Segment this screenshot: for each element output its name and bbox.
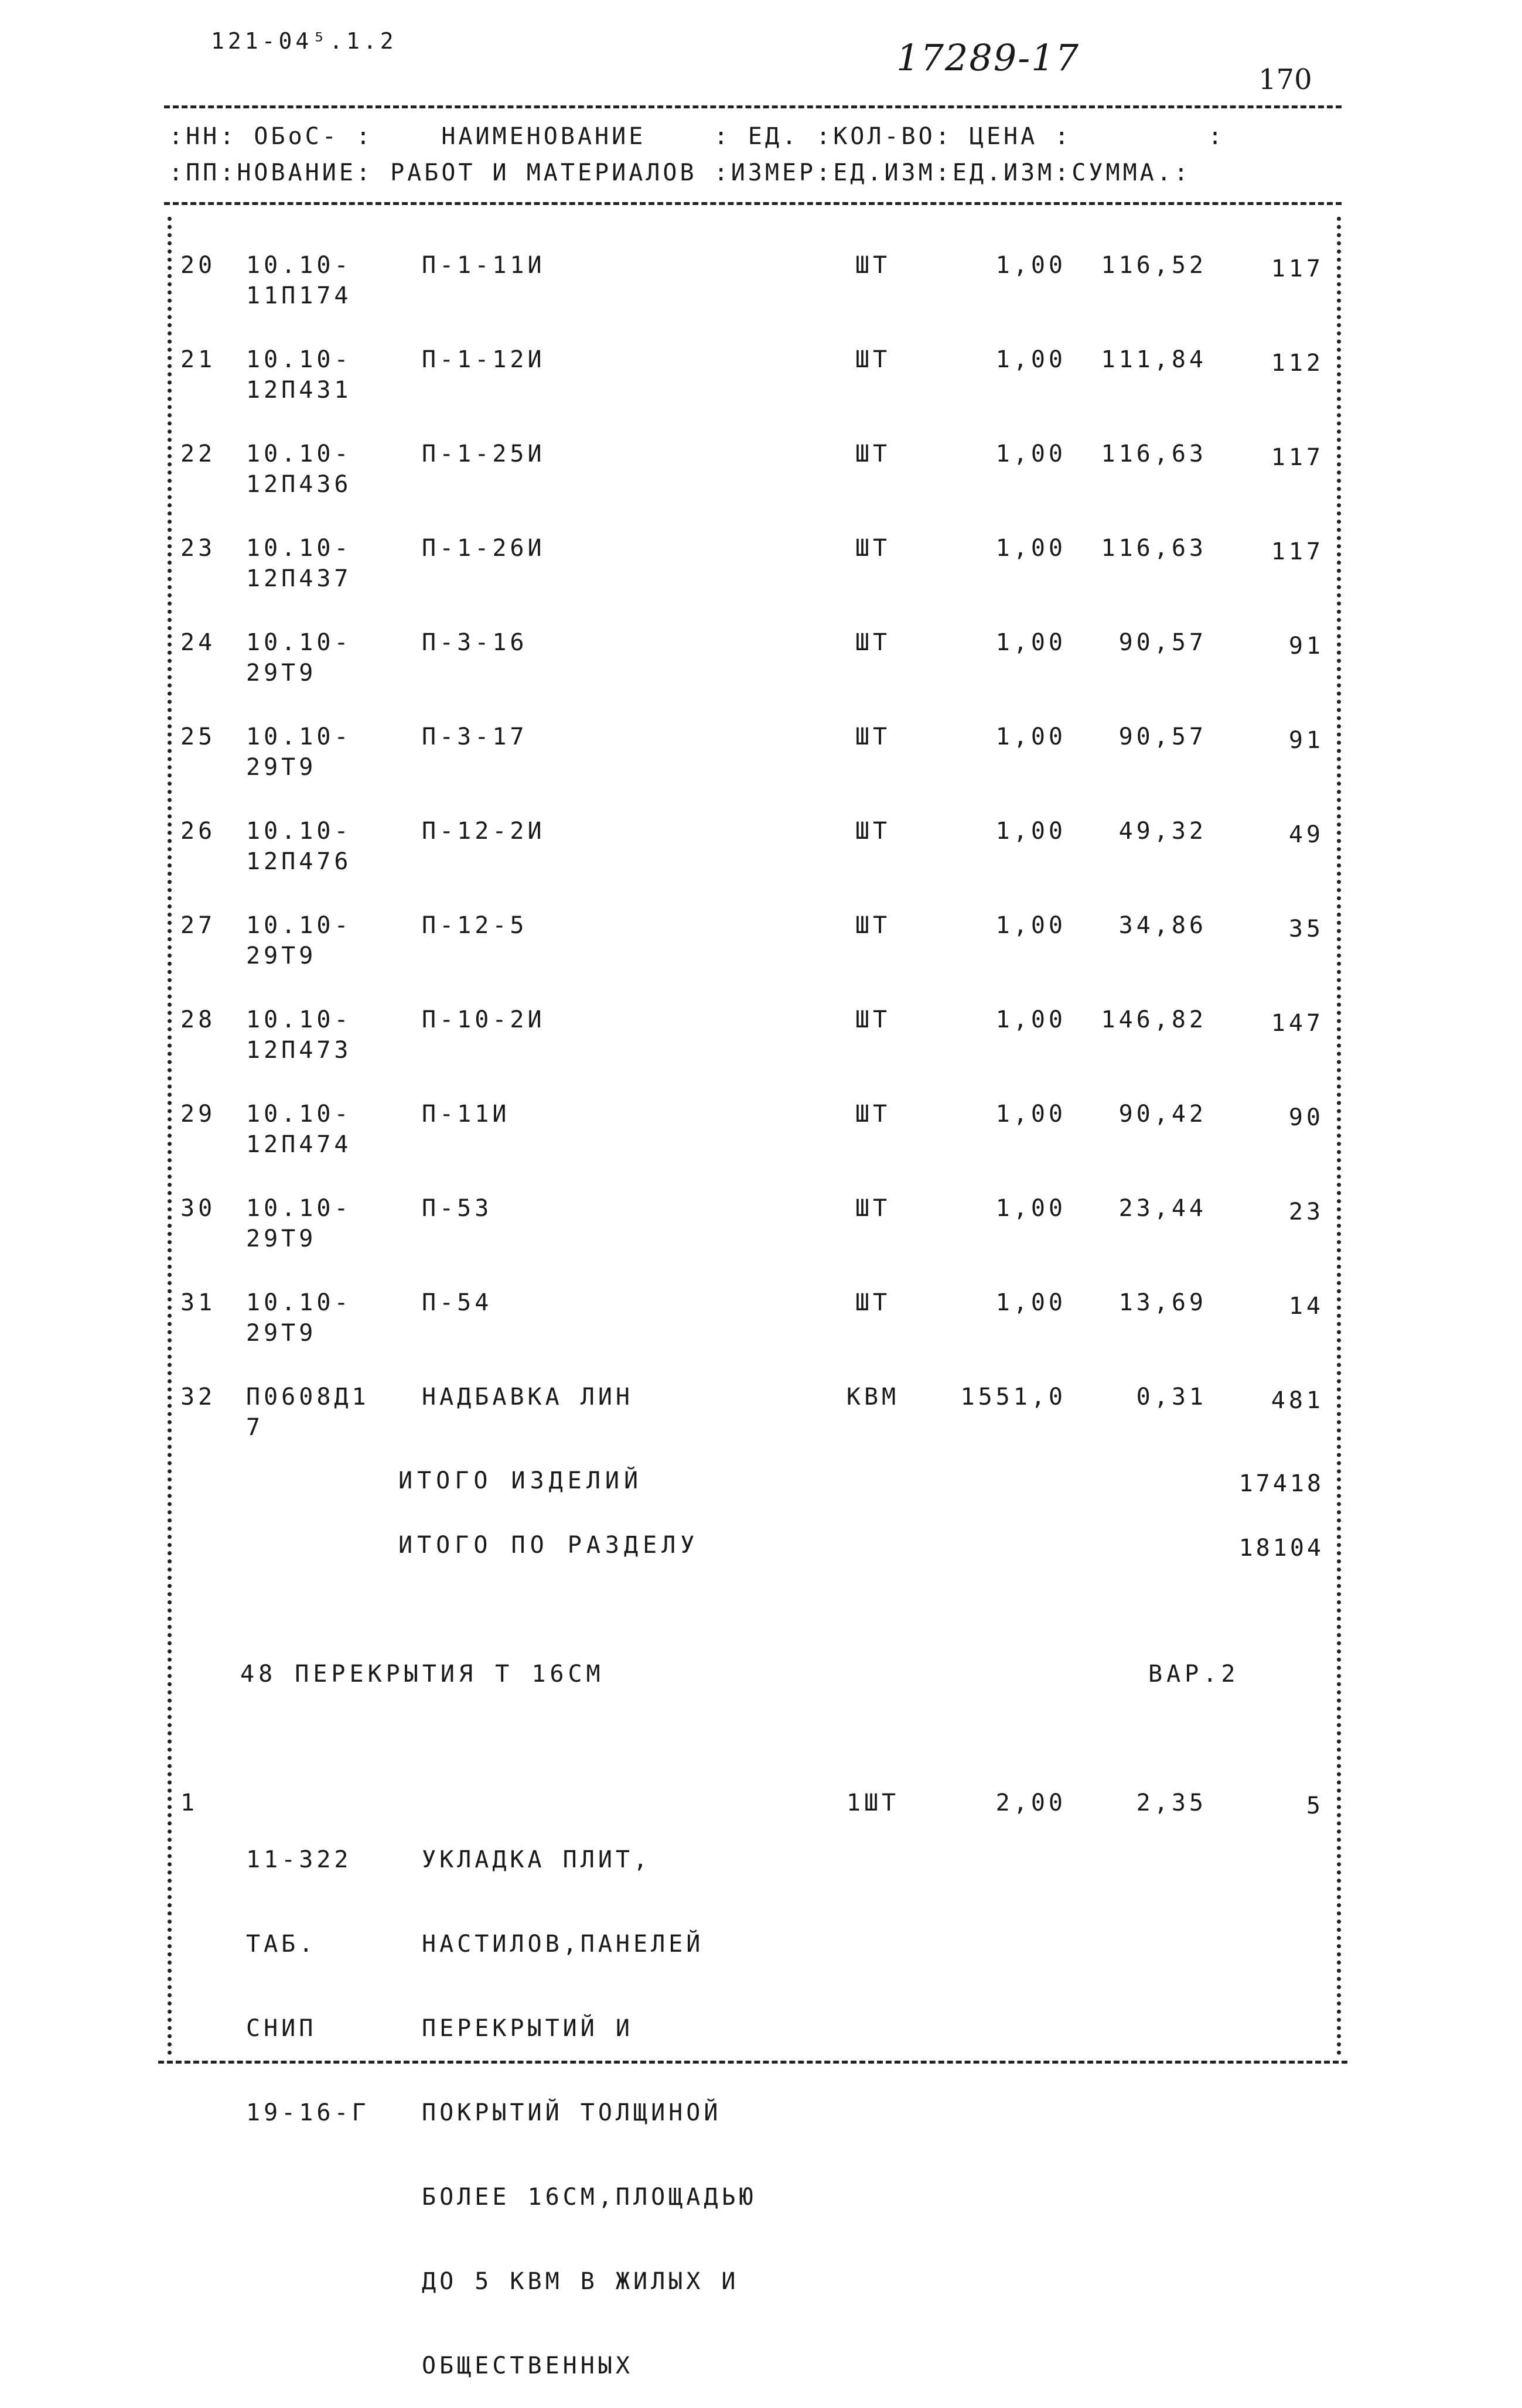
row-code-second-line: 29Т9 (246, 1225, 317, 1252)
final-row-name-line: ПОКРЫТИЙ ТОЛЩИНОЙ (422, 2099, 722, 2126)
row-code-second-line: 12П431 (246, 377, 352, 404)
row-code-second-line: 29Т9 (246, 1320, 317, 1347)
row-sum: 147 (1271, 1010, 1324, 1037)
row-code-second-line: 29Т9 (246, 754, 317, 781)
row-price: 111,84 (1101, 346, 1207, 373)
row-name: П-12-2И (422, 818, 545, 845)
section-title: 48 ПЕРЕКРЫТИЯ Т 16СМ (240, 1661, 605, 1688)
table-header-line-2: :ПП:НОВАНИЕ: РАБОТ И МАТЕРИАЛОВ :ИЗМЕР:ЕД.ИЗМ:ЕД.ИЗМ:СУММА.: (169, 159, 1191, 186)
final-row-code-line: 19-16-Г (246, 2099, 370, 2126)
row-name: НАДБАВКА ЛИН (422, 1384, 633, 1410)
row-code: 10.10- (246, 818, 352, 845)
row-number: 32 (180, 1384, 216, 1410)
top-dashed-rule (164, 105, 1342, 108)
row-sum: 91 (1288, 633, 1324, 660)
row-price: 90,57 (1118, 629, 1207, 656)
row-name: П-54 (422, 1289, 493, 1316)
row-code-second-line: 12П476 (246, 848, 352, 875)
row-unit: ШТ (855, 252, 891, 279)
header-dashed-rule (164, 202, 1342, 205)
total-items-value: 17418 (1238, 1470, 1324, 1497)
total-section-value: 18104 (1238, 1535, 1324, 1562)
row-quantity: 1551,0 (960, 1384, 1066, 1410)
row-code: 10.10- (246, 723, 352, 750)
row-code: 10.10- (246, 252, 352, 279)
row-name: П-12-5 (422, 912, 528, 939)
row-price: 116,63 (1101, 440, 1207, 467)
row-price: 23,44 (1118, 1195, 1207, 1222)
row-name: П-10-2И (422, 1006, 545, 1033)
row-unit: ШТ (855, 535, 891, 562)
final-row-name-line: ПЕРЕКРЫТИЙ И (422, 2015, 633, 2042)
final-row-qty: 2,00 (995, 1789, 1066, 1816)
document-code: 121-04⁵.1.2 (211, 28, 397, 54)
row-name: П-3-17 (422, 723, 528, 750)
final-row-code (246, 1789, 398, 2155)
final-row-unit: 1ШТ (846, 1789, 900, 1816)
row-unit: ШТ (855, 1289, 891, 1316)
row-sum: 117 (1271, 255, 1324, 282)
row-code-second-line: 29Т9 (246, 942, 317, 969)
row-price: 49,32 (1118, 818, 1207, 845)
row-sum: 90 (1288, 1104, 1324, 1131)
row-number: 23 (180, 535, 216, 562)
row-code: 10.10- (246, 1195, 352, 1222)
row-quantity: 1,00 (995, 629, 1066, 656)
row-unit: ШТ (855, 1006, 891, 1033)
row-name: П-1-25И (422, 440, 545, 467)
total-section-label: ИТОГО ПО РАЗДЕЛУ (398, 1532, 699, 1559)
handwritten-number: 17289-17 (896, 36, 1080, 79)
row-unit: ШТ (855, 1195, 891, 1222)
total-items-label: ИТОГО ИЗДЕЛИЙ (398, 1467, 643, 1494)
row-sum: 117 (1271, 538, 1324, 565)
row-quantity: 1,00 (995, 818, 1066, 845)
final-row-code-line: ТАБ. (246, 1931, 317, 1958)
bottom-dashed-rule (158, 2061, 1347, 2064)
final-row-price: 2,35 (1136, 1789, 1207, 1816)
row-sum: 91 (1288, 727, 1324, 754)
row-code: 10.10- (246, 1289, 352, 1316)
row-quantity: 1,00 (995, 723, 1066, 750)
row-name: П-1-12И (422, 346, 545, 373)
row-unit: ШТ (855, 818, 891, 845)
row-sum: 35 (1288, 916, 1324, 942)
row-sum: 14 (1288, 1293, 1324, 1320)
row-code-second-line: 7 (246, 1414, 264, 1441)
row-unit: ШТ (855, 1101, 891, 1128)
row-number: 21 (180, 346, 216, 373)
row-code-second-line: 12П473 (246, 1037, 352, 1064)
row-number: 27 (180, 912, 216, 939)
row-number: 31 (180, 1289, 216, 1316)
row-unit: КВМ (846, 1384, 900, 1410)
final-row-sum: 5 (1306, 1792, 1324, 1819)
row-number: 28 (180, 1006, 216, 1033)
row-quantity: 1,00 (995, 440, 1066, 467)
row-quantity: 1,00 (995, 912, 1066, 939)
right-dotted-border (1337, 217, 1341, 2056)
row-code: 10.10- (246, 535, 352, 562)
row-code-second-line: 11П174 (246, 282, 352, 309)
section-variant: ВАР.2 (1148, 1661, 1240, 1688)
row-quantity: 1,00 (995, 1006, 1066, 1033)
row-number: 30 (180, 1195, 216, 1222)
row-code-second-line: 12П437 (246, 565, 352, 592)
row-quantity: 1,00 (995, 1101, 1066, 1128)
row-name: П-1-26И (422, 535, 545, 562)
final-row-code-line: 11-322 (246, 1846, 352, 1873)
row-number: 25 (180, 723, 216, 750)
final-row-name-line: ДО 5 КВМ В ЖИЛЫХ И (422, 2268, 739, 2295)
row-code-second-line: 12П436 (246, 471, 352, 498)
row-number: 24 (180, 629, 216, 656)
row-sum: 112 (1271, 350, 1324, 377)
row-number: 22 (180, 440, 216, 467)
row-price: 90,57 (1118, 723, 1207, 750)
row-name: П-53 (422, 1195, 493, 1222)
row-number: 20 (180, 252, 216, 279)
row-quantity: 1,00 (995, 535, 1066, 562)
row-unit: ШТ (855, 912, 891, 939)
row-name: П-11И (422, 1101, 510, 1128)
row-sum: 481 (1271, 1387, 1324, 1414)
final-row-number: 1 (180, 1789, 199, 1816)
row-code: П0608Д1 (246, 1384, 370, 1410)
row-unit: ШТ (855, 723, 891, 750)
row-price: 116,52 (1101, 252, 1207, 279)
row-unit: ШТ (855, 346, 891, 373)
row-price: 13,69 (1118, 1289, 1207, 1316)
row-quantity: 1,00 (995, 1289, 1066, 1316)
row-quantity: 1,00 (995, 346, 1066, 373)
table-header-line-1: :НН: ОБоС- : НАИМЕНОВАНИЕ : ЕД. :КОЛ-ВО: ЦЕНА : : (169, 123, 1226, 150)
page-number: 170 (1258, 63, 1312, 96)
final-row-name-line: ОБЩЕСТВЕННЫХ (422, 2352, 633, 2379)
row-price: 0,31 (1136, 1384, 1207, 1410)
final-row-code-line: СНИП (246, 2015, 317, 2042)
row-price: 146,82 (1101, 1006, 1207, 1033)
final-row-name-line: УКЛАДКА ПЛИТ, (422, 1846, 651, 1873)
final-row-name-line: НАСТИЛОВ,ПАНЕЛЕЙ (422, 1931, 704, 1958)
row-price: 90,42 (1118, 1101, 1207, 1128)
row-unit: ШТ (855, 629, 891, 656)
row-name: П-1-11И (422, 252, 545, 279)
final-row-name (422, 1789, 820, 2408)
row-price: 116,63 (1101, 535, 1207, 562)
row-quantity: 1,00 (995, 1195, 1066, 1222)
row-name: П-3-16 (422, 629, 528, 656)
row-sum: 49 (1288, 821, 1324, 848)
left-dotted-border (168, 217, 172, 2056)
row-code-second-line: 12П474 (246, 1131, 352, 1158)
row-code: 10.10- (246, 440, 352, 467)
row-code-second-line: 29Т9 (246, 660, 317, 686)
row-sum: 117 (1271, 444, 1324, 471)
row-number: 26 (180, 818, 216, 845)
row-sum: 23 (1288, 1198, 1324, 1225)
row-price: 34,86 (1118, 912, 1207, 939)
row-code: 10.10- (246, 629, 352, 656)
row-code: 10.10- (246, 1006, 352, 1033)
row-code: 10.10- (246, 346, 352, 373)
final-row-name-line: БОЛЕЕ 16СМ,ПЛОЩАДЬЮ (422, 2184, 757, 2211)
row-quantity: 1,00 (995, 252, 1066, 279)
row-unit: ШТ (855, 440, 891, 467)
row-code: 10.10- (246, 912, 352, 939)
row-number: 29 (180, 1101, 216, 1128)
row-code: 10.10- (246, 1101, 352, 1128)
